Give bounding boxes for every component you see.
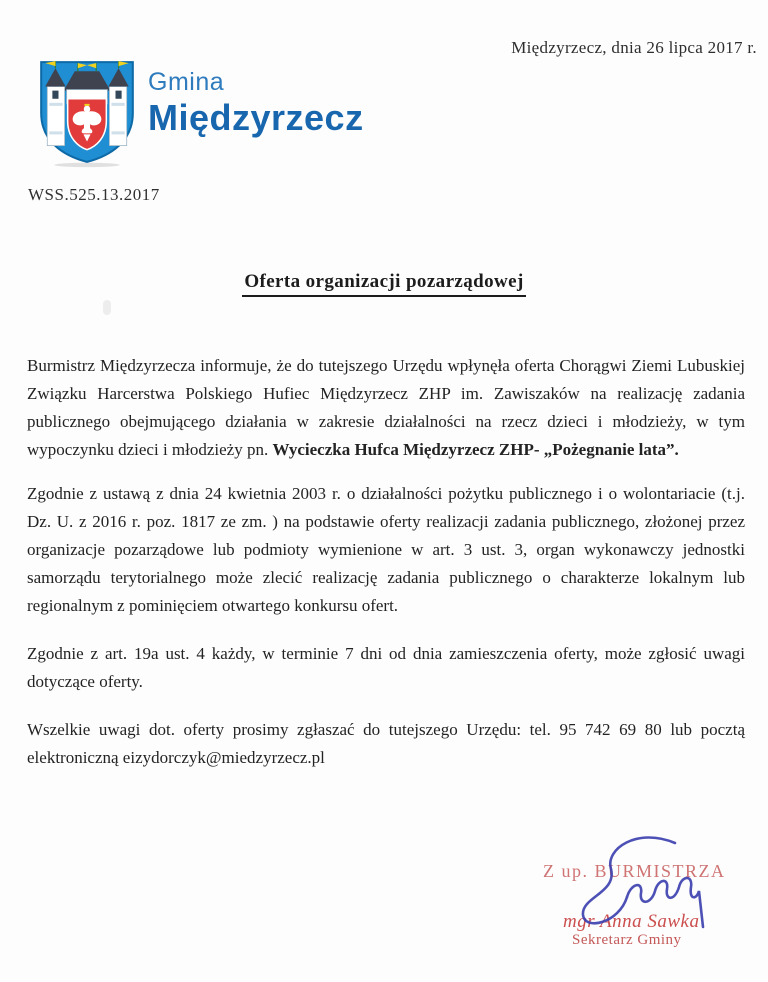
signer-name: mgr Anna Sawka xyxy=(563,911,700,932)
scan-artifact xyxy=(103,300,111,315)
letter-body xyxy=(27,352,745,788)
coat-of-arms-icon xyxy=(31,56,143,168)
document-title: Oferta organizacji pozarządowej xyxy=(242,271,525,297)
municipal-logo xyxy=(31,56,143,168)
signer-title: Sekretarz Gminy xyxy=(572,932,682,948)
body-paragraph-2: Zgodnie z ustawą z dnia 24 kwietnia 2003 r. o działalności pożytku publicznego i o wolontariacie (t.j. Dz. U. z 2016 r. poz. 1817 ze zm. ) na podstawie oferty realizacji zadania publicznego, złożonej przez organizacje pozarządowe lub podmioty wymienione w art. 3 ust. 3, organ wykonawczy jednostki samorządu terytorialnego może zlecić realizację zadania publicznego o charakterze lokalnym lub regionalnym z pominięciem otwartego konkursu ofert. xyxy=(27,484,745,615)
handwritten-signature-icon xyxy=(557,835,717,940)
signature-block xyxy=(535,835,745,965)
stamp-authority-line: Z up. BURMISTRZA xyxy=(543,861,726,881)
logo-org-prefix: Gmina xyxy=(148,68,225,96)
letter-date: Międzyrzecz, dnia 26 lipca 2017 r. xyxy=(511,38,757,57)
logo-wordmark xyxy=(148,70,364,136)
paragraph-1-text: Burmistrz Międzyrzecza informuje, że do tutejszego Urzędu wpłynęła oferta Chorągwi Ziemi Lubuskiej Związku Harcerstwa Polskiego Hufiec Międzyrzecz ZHP im. Zawiszaków na realizację zadania publicznego obejmującego działania w zakresie działalności na rzecz dzieci i młodzieży, w tym wypoczynku dzieci i młodzieży pn. xyxy=(27,356,745,459)
logo-org-name: Międzyrzecz xyxy=(148,97,364,138)
reference-number: WSS.525.13.2017 xyxy=(28,185,160,204)
body-paragraph-4: Wszelkie uwagi dot. oferty prosimy zgłaszać do tutejszego Urzędu: tel. 95 742 69 80 lub pocztą elektroniczną eizydorczyk@miedzyrzecz.pl xyxy=(27,720,745,767)
document-title-row xyxy=(0,271,768,297)
body-paragraph-3: Zgodnie z art. 19a ust. 4 każdy, w terminie 7 dni od dnia zamieszczenia oferty, może zgłosić uwagi dotyczące oferty. xyxy=(27,644,745,691)
body-paragraph-1 xyxy=(27,352,745,464)
paragraph-1-bold-text: Wycieczka Hufca Międzyrzecz ZHP- „Pożegnanie lata”. xyxy=(272,440,679,459)
